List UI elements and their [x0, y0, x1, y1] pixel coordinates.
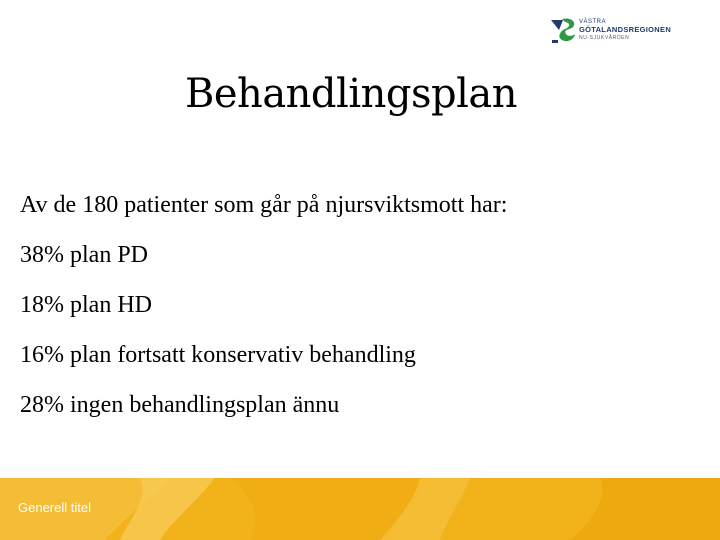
logo-line-1: VÄSTRA	[579, 19, 607, 25]
bullet-no-plan: 28% ingen behandlingsplan ännu	[20, 392, 340, 418]
logo-emblem-icon	[549, 16, 579, 46]
slide-title: Behandlingsplan	[184, 71, 518, 117]
logo-text	[579, 19, 671, 41]
logo-line-2: GÖTALANDSREGIONEN	[579, 25, 672, 34]
footer-bar	[0, 478, 720, 540]
bullet-list	[20, 191, 700, 441]
bullet-plan-conservative: 16% plan fortsatt konservativ behandling	[20, 342, 416, 368]
footer-label: Generell titel	[18, 500, 91, 515]
bullet-plan-pd: 38% plan PD	[20, 242, 148, 268]
logo-line-3: NU-SJUKVÅRDEN	[579, 34, 630, 41]
bullet-intro: Av de 180 patienter som går på njursviktsmott har:	[20, 192, 508, 218]
vastra-gotalandsregionen-logo	[549, 16, 689, 50]
footer-wave-decoration	[0, 478, 720, 540]
bullet-plan-hd: 18% plan HD	[20, 292, 152, 318]
